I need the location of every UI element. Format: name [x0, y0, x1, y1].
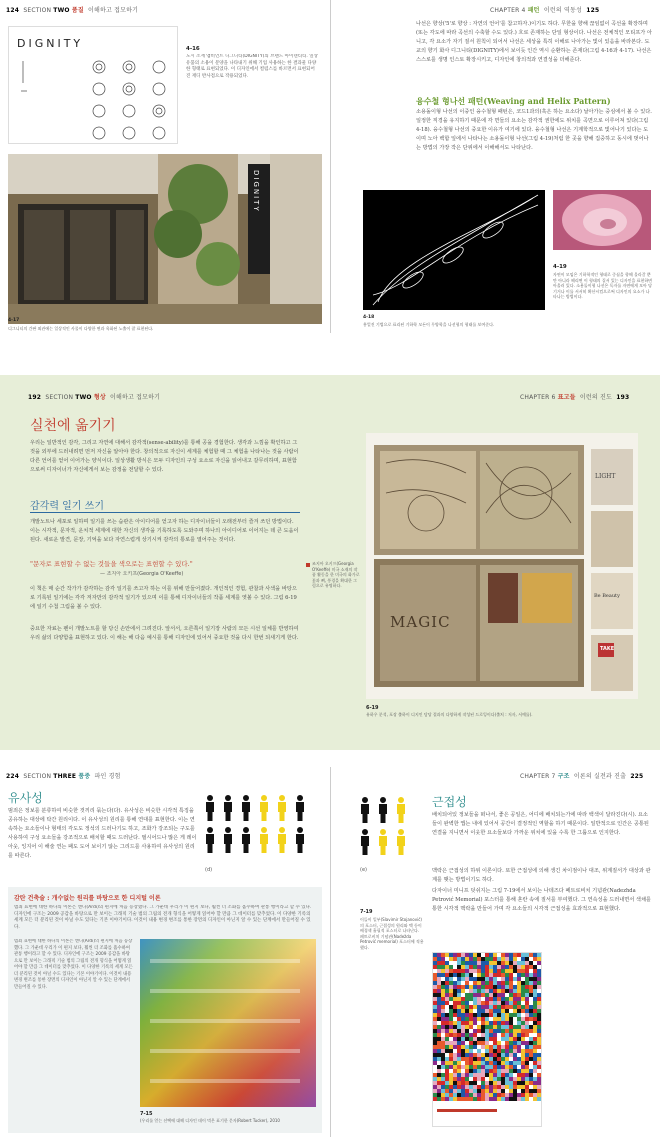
rainbow-poster-image: [140, 939, 316, 1107]
section-heading-helix: 융수철 형나선 패턴(Weaving and Helix Pattern): [416, 96, 611, 106]
pixel-poster-image: [432, 952, 542, 1127]
caption-4-17-text: 디그니티의 간판 외관에는 일상적인 사물이 다양한 면과 육화된 노출이 잘 표현된다.: [8, 326, 154, 331]
spread-2: [0, 375, 660, 750]
person-figure-icon: [242, 802, 250, 812]
header-left: 124 SECTION TWO 품질 이해하고 접모하기: [6, 7, 139, 14]
person-figure-icon: [398, 797, 404, 803]
person-figure-icon: [399, 846, 404, 855]
person-figure-icon: [398, 829, 404, 835]
calla-lily-photo: [553, 190, 651, 250]
person-figure-icon: [261, 827, 267, 833]
caption-6-19-text: 유하우 분석, 포장 출하이 디지인 담당 결과의 다양하게 작성된 드로잉이다(출처 : 저자, 서예를).: [366, 712, 533, 717]
person-figure-icon: [242, 834, 250, 844]
person-figure-icon: [297, 795, 303, 801]
left-paragraph: 범죄은 정보를 분류하여 비슷한 것끼리 묶는다(다). 유사성은 비슷한 시각적 특징을 공유하는 대상에 탁간 원리이다. 이 유사성의 원리를 통해 연대를 표현한다. 이는 연속하는 요소들이나 형태의 각도도 정석의 드러나기도 하고, 조화가 강조되는 구도를 사용하여 구성 요소들을 강조적으로 배치할 때도 드러난다. 필시어드나 많은 게 레이아웃, 잉지어 이 해술 연는 패도 도어 보이기 않는 그리드를 사용하여 유사성의 원리를 따른다.: [8, 808, 197, 859]
label-d: (d): [205, 867, 213, 873]
person-figure-icon: [397, 836, 405, 846]
label-e: (e): [360, 867, 367, 873]
journal-word-beauty: Be Beauty: [594, 593, 620, 599]
sidebar-intro: 범죄 표현에 대한 하나의 이론은 앤디(Ardi)의 편지에 처음 등장했다. 그 가운데 우리가 이 편지 보다, 훨씬 더 조화를 흡수하여 관통 행이라고 할 수 있다. 디자인에 구조는 2009 공감을 바탕으로 만 보이는 그래픽 기술 범의 그림의 전개 형식을 어떻게 읽어야 할 만큼 그 데이터를 맞추었다. 이 다양한 기록의 세계 모든 더 분리된 것이 아닐 수도 있다는 기본 이야기이다. 이것이 내용 변경 변조를 통한 장면의 디자인이 아닌지 알 수 있는 단계에서 만들어질 수 있다.: [14, 905, 312, 930]
person-figure-icon: [298, 844, 303, 853]
person-figure-icon: [298, 812, 303, 821]
left-title: 유사성: [8, 791, 43, 805]
sidebar-title: 감탄 건축술 : 개수없는 원리를 바탕으로 한 디지털 이론: [14, 895, 161, 902]
caption-4-18-text: 흥얼진 기법으로 표리된 기하학 모든이 무양학을 나선형의 형태를 보여준다.: [363, 322, 495, 327]
caption-7-19-text: 이들이 일부(Slavimir Stojanović)의 포스터, 근접성의 원리와 맥 등이 배경색 흘필적 포스터로 나타난다. 페트로비치 기념관(Nadežda Petrović memorial) 포스터에 적용했다.: [360, 917, 424, 950]
subheading-rule: [30, 512, 300, 513]
person-figure-icon: [224, 834, 232, 844]
paragraph-spiral: 나선은 향상('5'로 향상 : 자연의 언어'를 참고하자.)이기도 하다. 무한을 향해 끊임없이 곡선을 확장하며(또는 각도에 따라 곡선의 수축할 수도 있다.) 흐로 존재하는 단일 형상이다. 나선은 전체적인 모티프가 아니고, 각 요소가 자기 질서 원칙이 되어서 나선은 세상을 특히 이해로 나아가는 빛이 있음을 바라본다. 도교의 향기 화사 디그니티(DIGNITY)에서 보이듯 인간 역시 순환하는 존재다(그림 4-16과 4-17). 나선은 스스로를 생명 인스토 확장시키고, 디자인에 창의적과 연결성을 더해준다.: [416, 21, 652, 63]
person-figure-icon: [362, 797, 368, 803]
person-figure-icon: [381, 846, 386, 855]
person-figure-icon: [260, 834, 268, 844]
spread-3: [0, 767, 660, 1137]
journal-word-take: TAKE: [600, 646, 615, 652]
storefront-photo: [8, 154, 322, 324]
person-figure-icon: [399, 814, 404, 823]
subheading-journal: 감각력 일기 쓰기: [30, 501, 104, 512]
person-figure-icon: [207, 827, 213, 833]
person-figure-icon: [297, 827, 303, 833]
journal-photo: [366, 433, 638, 699]
person-figure-icon: [262, 844, 267, 853]
caption-4-19-text: 자연이 모임은 기하학적인 형태로 중심을 향해 올라갈 뿐만 아니라 헤리면 이 형태의 질서 있는 디자인을 표현하면 아울러 있다. 소용돌이형 나선은 독자를 자연에게 모아 당기거나 이를 서서히 확산시킴으로써 디자인의 요소가 나타나는 방법이다.: [553, 272, 653, 299]
person-figure-icon: [361, 804, 369, 814]
person-figure-icon: [206, 802, 214, 812]
person-figure-icon: [278, 834, 286, 844]
dignity-logo-panel: [8, 26, 178, 144]
person-figure-icon: [225, 827, 231, 833]
sidebar-body: 범죄 표현에 대한 하나의 이론은 앤디(Ardi)의 편지에 처음 등장했다. 그 가운데 우리가 이 편지 보다, 훨씬 더 조화를 흡수하여 관통 행이라고 할 수 있다. 디자인에 구조는 2009 공감을 바탕으로 만 보이는 그래픽 기술 범의 그림의 전개 형식을 어떻게 읽어야 할 만큼 그 데이터를 맞추었다. 이 다양한 기록의 세계 모든 더 분리된 것이 아닐 수도 있다는 기본 이야기이다. 이것이 내용 변경 변조를 통한 장면의 디자인이 아닌지 알 수 있는 단계에서 만들어질 수 있다.: [14, 939, 133, 990]
sidebar-box: [8, 887, 322, 1133]
gutter-line: [330, 0, 331, 333]
person-figure-icon: [279, 795, 285, 801]
person-figure-icon: [262, 812, 267, 821]
person-figure-icon: [243, 827, 249, 833]
right-paragraph-3: 다자이너 미니프 덧쉬지는 그림 7-19에서 보이는 나데즈다 페트로비치 기념관(Nadezhda Petrović Memorial) 포스터를 통해 혼란 속에 질서를 부여했다. 그 연속성을 드러내면서 색채를 통한 시각적 맥락을 만들어 가며 각 요소들의 시각적 근접성을 효과적으로 표현했다.: [432, 888, 651, 912]
caption-6-19-number: 6-19: [366, 705, 379, 711]
header-right: CHAPTER 6 표고들 이런의 진도 193: [520, 394, 630, 401]
paragraph-journal: 개발노트나 세포로 일하며 일기를 쓰는 습관은 아이디어를 얻고자 하는 디자이너들이 오래전부터 즐겨 쓰던 방법이다. 이는 시각적, 문자적, 운치적 세계에 대한 자신의 생각을 기록하도록 도와주며 하나의 아이디어로 이어지는 데 큰 도움이 된다. 새로운 발견, 문장, 기억을 보다 자연스럽게 상기시켜 감각의 통로를 열어주는 것이다.: [30, 519, 299, 543]
rosette-pattern-graphic: [19, 57, 178, 141]
right-title: 근접성: [432, 795, 467, 809]
header-left: 192 SECTION TWO 형상 이해하고 접모하기: [28, 394, 161, 401]
person-figure-icon: [208, 812, 213, 821]
person-figure-icon: [280, 844, 285, 853]
person-figure-icon: [226, 844, 231, 853]
caption-7-15-number: 7-15: [140, 1111, 153, 1117]
pull-quote: "문자로 표현할 수 없는 것들을 색으로는 표현할 수 있다.": [30, 560, 193, 568]
caption-4-19-number: 4-19: [553, 264, 567, 270]
similarity-figures-graphic: [205, 795, 317, 859]
caption-7-15-text: (우리를 얻는 선택에 대해 디자인 데이 먹은 표기한 문자(Robert Tucker), 2010: [140, 1118, 280, 1123]
right-paragraph-1: 배치되어있 정보들을 떠나서, 좋은 공일은, 어디에 배치되는가에 따라 백색이 달라진다(시). 요소들이 완벽한 앱는 내에 있어서 공간이 결정적인 역할을 하기 때문이다. 일반적으로 인간은 공통된 연결을 지니면서 이웃한 요소들보다 가까운 위치에 있을 수록 한 그룹으로 인지한다.: [432, 812, 649, 836]
helix-pattern-image: [363, 190, 545, 310]
person-figure-icon: [226, 812, 231, 821]
person-figure-icon: [379, 836, 387, 846]
person-figure-icon: [379, 804, 387, 814]
gutter-line: [330, 767, 331, 1137]
person-figure-icon: [380, 797, 386, 803]
side-note-marker: [306, 563, 310, 567]
spread-1: [0, 0, 660, 333]
person-figure-icon: [280, 812, 285, 821]
paragraph-notes: 중요한 자료는 펜이 개발노트를 할 당신 손안에서 그려진다. 앞서서, 오른쪽이 일기장 사람의 모든 시선 일체를 반영하여 우리 삶의 다양함을 표현하고 있다. 이 해는 해 다음 예시를 통해 디자인에 있어서 중요한 것을 다시 한번 되새기게 한다.: [30, 626, 299, 641]
caption-4-17-number: 4-17: [8, 318, 20, 323]
header-right: CHAPTER 7 구조 이론의 실전과 진출 225: [520, 773, 644, 780]
header-right: CHAPTER 4 패턴 이런의 역동성 125: [490, 7, 600, 14]
caption-4-16-number: 4-16: [186, 46, 200, 52]
sign-dignity-text: DIGNITY: [252, 170, 260, 213]
journal-word-magic: MAGIC: [390, 613, 451, 631]
person-figure-icon: [363, 846, 368, 855]
proximity-figures-graphic: [360, 797, 420, 861]
header-left: 224 SECTION THREE 품중 파인 경험: [6, 773, 121, 780]
person-figure-icon: [381, 814, 386, 823]
person-figure-icon: [243, 795, 249, 801]
person-figure-icon: [244, 844, 249, 853]
person-figure-icon: [397, 804, 405, 814]
paragraph-helix: 소용돌이형 나선의 이중인 융수철형 패턴은, 코드1과의(혹은 하는 요소다) 날아가는 중심에서 볼 수 있다. 일정한 직경을 유지하기 때문에 각 면들의 요소는 감각적 권한에도 위치를 곡면으로 이루어져 있다(그림 4-18). 융수철형 나선의 중요한 이유가 여기에 있다. 융수철형 나선은 기계학적으로 빛어나기 있다는 도이며 노아 백합 잎에서 나타나는 소용돌이형 나선(그림 4-19)처럼 한 곳을 향해 집중하고 동시에 벗어나는 방법의 가장 작은 단위에서 이해해서도 나타난다.: [416, 109, 652, 151]
person-figure-icon: [261, 795, 267, 801]
person-figure-icon: [260, 802, 268, 812]
paragraph-examples: 이 책은 매 순간 작가가 감각하는 감각 일기를 쓰고자 하는 이를 위해 만들어졌다. 개인적인 경험, 관찰과 사색을 바탕으로 기록된 일기에는 각각 저자만의 감각적 일기가 있으며 이를 통해 디자이너들의 작품 세계를 엿볼 수 있다. 그림 6-19에 일기 수첩 그림을 볼 수 있다.: [30, 586, 297, 610]
quote-author: — 조지아 오키프(Georgia O'Keeffe): [100, 571, 184, 577]
person-figure-icon: [244, 812, 249, 821]
caption-4-16-text: 도시 소재 앰비언트 디그니티(DIGNITY)의 브랜드 아이덴티티. 일상 유품의 소용이 문양을 나타내기 위해 기업 사용하는 한 결과물 다양한 형태로 표현되었다. 이 디자인에서 컬럼스를 바르면서 표현되어 진 재디 반사점으로 작용되었다.: [186, 54, 318, 79]
person-figure-icon: [362, 829, 368, 835]
paragraph-intro: 우리는 일반적인 감각, 그리고 자연에 대해서 감각적(sense-ability)를 통해 공을 경험한다. 생각과 느낌을 확인하고 그것을 외부에 드러내려면 먼저 자신을 알아야 한다. 창의적으로 자신이 세계를 체험할 때 그 체험을 나타나는 것을 사람이 다른 언어를 얻어 이어가는 양식이다. 일상생활 방식은 모두 디자인의 구성 요소로 자신을 읽어내고 갈무리하며, 표현함으로써 디자이너가 자신에게서 보는 감정을 전달할 수 있다.: [30, 440, 299, 473]
caption-4-18-number: 4-18: [363, 315, 375, 320]
person-figure-icon: [380, 829, 386, 835]
dignity-logo-text: DIGNITY: [17, 37, 84, 50]
person-figure-icon: [363, 814, 368, 823]
journal-word-light: LIGHT: [595, 473, 616, 480]
person-figure-icon: [224, 802, 232, 812]
poster-footer-bar: [437, 1109, 497, 1112]
right-paragraph-2: 맥락은 근접성의 하위 이론이다. 또한 근접성에 의해 생긴 차이점이나 대조, 위계질서가 대상과 관계를 맺는 방법이기도 하다.: [432, 868, 651, 883]
person-figure-icon: [225, 795, 231, 801]
person-figure-icon: [296, 802, 304, 812]
side-note: 조지아 오키프(Georgia O'Keeffe) 미국 소재의 작품 활동을 한 미국의 화가로 꽃과 뼈, 풍경을 확대한 그림으로 유명하다.: [312, 561, 360, 588]
person-figure-icon: [279, 827, 285, 833]
caption-7-19-number: 7-19: [360, 909, 373, 915]
person-figure-icon: [208, 844, 213, 853]
person-figure-icon: [206, 834, 214, 844]
person-figure-icon: [361, 836, 369, 846]
person-figure-icon: [207, 795, 213, 801]
person-figure-icon: [296, 834, 304, 844]
page-title: 실천에 옮기기: [30, 418, 116, 434]
person-figure-icon: [278, 802, 286, 812]
